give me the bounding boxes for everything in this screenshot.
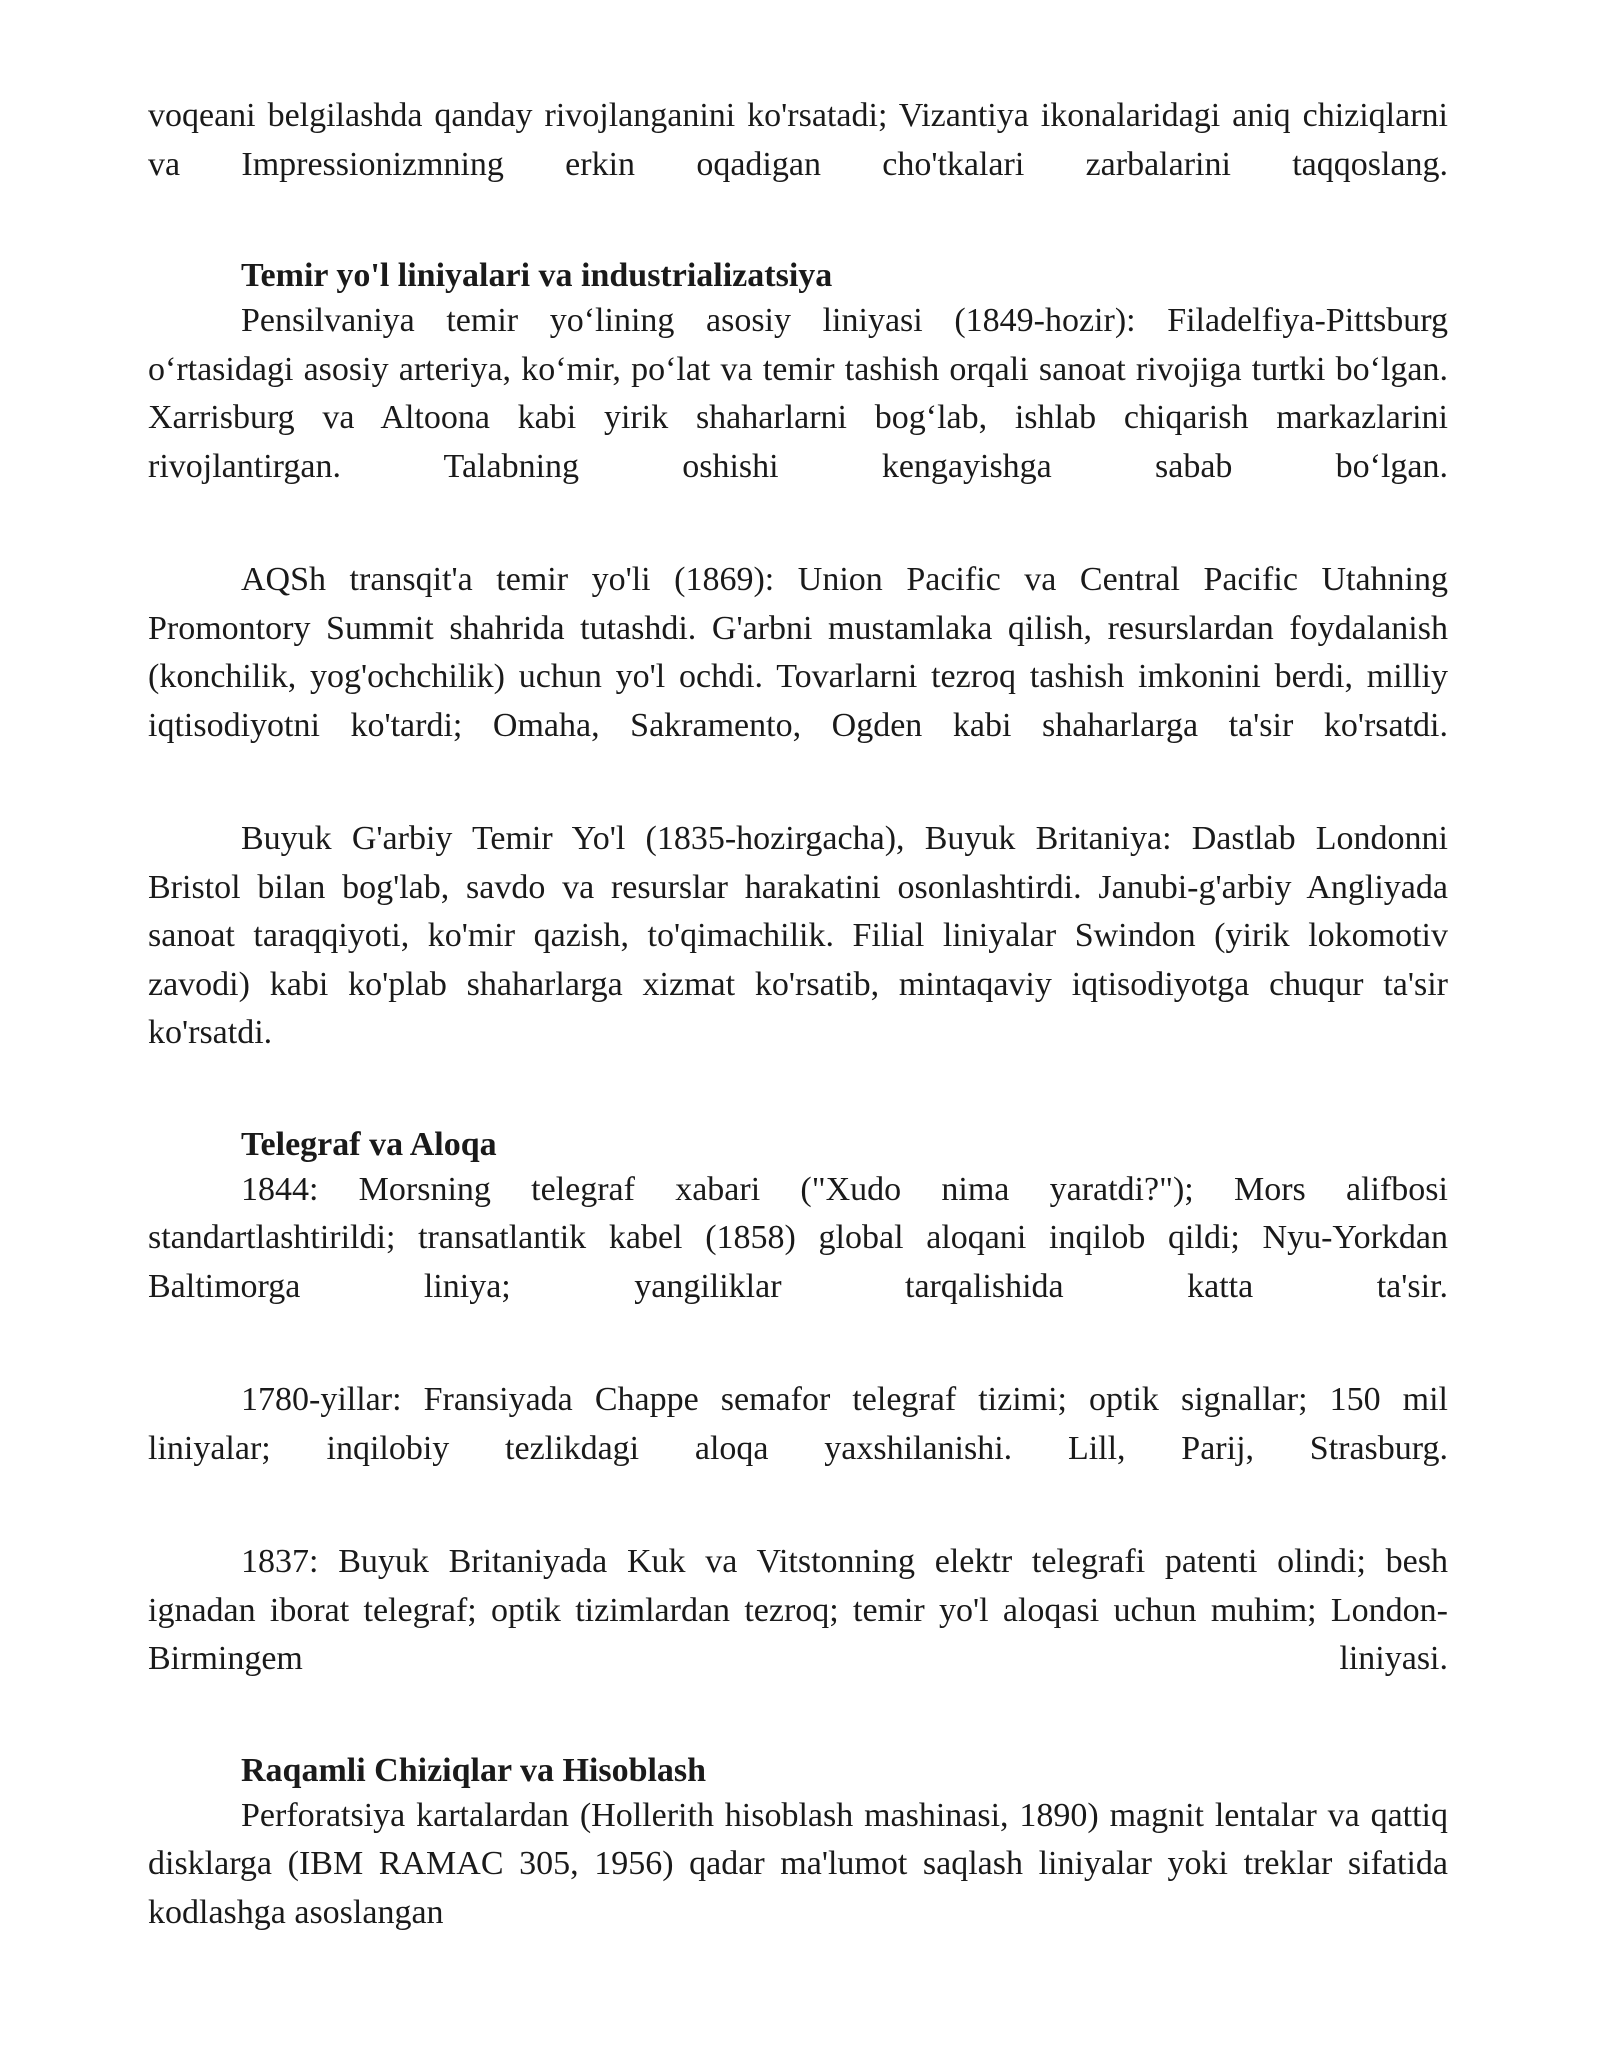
digital-paragraph-1: Perforatsiya kartalardan (Hollerith hisoblash mashinasi, 1890) magnit lentalar va qattiq disklarga (IBM RAMAC 305, 1956) qadar ma'lumot saqlash liniyalar yoki treklar sifatida kodlashga asoslangan xyxy=(148,1796,1448,1931)
spacer xyxy=(148,189,1448,255)
spacer xyxy=(148,1684,1448,1750)
railways-paragraph-2: AQSh transqit'a temir yo'li (1869): Union Pacific va Central Pacific Utahning Promontory Summit shahrida tutashdi. G'arbni mustamlaka qilish, resurslardan foydalanish (konchilik, yog'ochchilik) uchun yo'l ochdi. Tovarlarni tezroq tashish imkonini berdi, milliy iqtisodiyotni ko'tardi; Omaha, Sakramento, Ogden kabi shaharlarga ta'sir ko'rsatdi. xyxy=(148,561,1448,744)
telegraph-paragraph-3: 1837: Buyuk Britaniyada Kuk va Vitstonning elektr telegrafi patenti olindi; besh ignadan iborat telegraf; optik tizimlardan tezroq; temir yo'l aloqasi uchun muhim; London-Birmingem liniyasi. xyxy=(148,1543,1448,1677)
spacer xyxy=(148,750,1448,815)
railways-paragraph-3: Buyuk G'arbiy Temir Yo'l (1835-hozirgacha), Buyuk Britaniya: Dastlab Londonni Bristol bilan bog'lab, savdo va resurslar harakatini osonlashtirdi. Janubi-g'arbiy Angliyada sanoat taraqqiyoti, ko'mir qazish, to'qimachilik. Filial liniyalar Swindon (yirik lokomotiv zavodi) kabi ko'plab shaharlarga xizmat ko'rsatib, mintaqaviy iqtisodiyotga chuqur ta'sir ko'rsatdi. xyxy=(148,820,1448,1051)
railways-paragraph-1: Pensilvaniya temir yo‘lining asosiy liniyasi (1849-hozir): Filadelfiya-Pittsburg o‘rtasidagi asosiy arteriya, ko‘mir, po‘lat va temir tashish orqali sanoat rivojiga turtki bo‘lgan. Xarrisburg va Altoona kabi yirik shaharlarni bog‘lab, ishlab chiqarish markazlarini rivojlantirgan. Talabning oshishi kengayishga sabab bo‘lgan. xyxy=(148,302,1448,485)
intro-paragraph: voqeani belgilashda qanday rivojlanganini ko'rsatadi; Vizantiya ikonalaridagi aniq chiziqlarni va Impressionizmning erkin oqadigan cho'tkalari zarbalarini taqqoslang. xyxy=(148,97,1448,183)
section-heading-digital: Raqamli Chiziqlar va Hisoblash xyxy=(241,1751,707,1789)
spacer xyxy=(148,1473,1448,1538)
spacer xyxy=(148,491,1448,556)
telegraph-paragraph-1: 1844: Morsning telegraf xabari ("Xudo nima yaratdi?"); Mors alifbosi standartlashtirildi; transatlantik kabel (1858) global aloqani inqilob qildi; Nyu-Yorkdan Baltimorga liniya; yangiliklar tarqalishida katta ta'sir. xyxy=(148,1170,1448,1305)
document-page xyxy=(148,92,1448,1937)
section-heading-telegraph: Telegraf va Aloqa xyxy=(241,1125,497,1163)
spacer xyxy=(148,1311,1448,1376)
section-heading-railways: Temir yo'l liniyalari va industrializatsiya xyxy=(241,257,833,294)
spacer xyxy=(148,1058,1448,1124)
telegraph-paragraph-2: 1780-yillar: Fransiyada Chappe semafor telegraf tizimi; optik signallar; 150 mil liniyalar; inqilobiy tezlikdagi aloqa yaxshilanishi. Lill, Parij, Strasburg. xyxy=(148,1381,1448,1467)
